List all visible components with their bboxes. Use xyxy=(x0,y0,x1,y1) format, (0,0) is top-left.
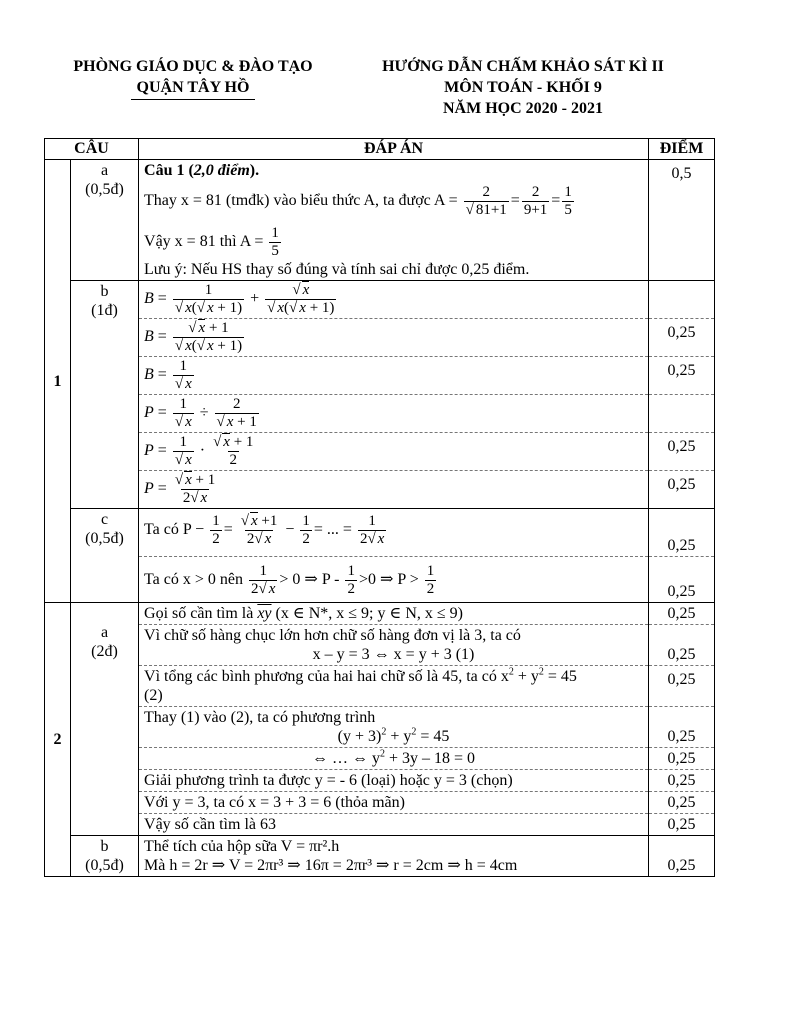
q2a-points-2: 0,25 xyxy=(649,625,715,666)
q2a-row-8 xyxy=(45,814,715,836)
q2a-points-1: 0,25 xyxy=(649,603,715,625)
q1c-row-1 xyxy=(45,509,715,557)
q1c-step-1: Ta có P − $\frac{1}{2}$ = $\frac{√ x +1}{2√ x}$ − $\frac{1}{2}$ = ... = $\frac{1}{2√ x}$ xyxy=(139,509,649,557)
q1b-points-1 xyxy=(649,281,715,319)
q2a-points-4: 0,25 xyxy=(649,707,715,748)
q1c-step-2: Ta có x > 0 nên $\frac{1}{2√ x}$ > 0 ⇒ P - $\frac{1}{2}$ >0 ⇒ P > $\frac{1}{2}$ xyxy=(139,557,649,603)
q1b-step-3: B = $\frac{1}{√ x}$ xyxy=(139,357,649,395)
q2a-step-2: Vì chữ số hàng chục lớn hơn chữ số hàng đơn vị là 3, ta có x – y = 3 ⇔ x = y + 3 (1) xyxy=(139,625,649,666)
q2a-row-3 xyxy=(45,666,715,707)
q2a-step-4: Thay (1) vào (2), ta có phương trình $(y + 3)^2 + y^2 = 45$ xyxy=(139,707,649,748)
q1c-points-1: 0,25 xyxy=(649,509,715,557)
q1a-answer: Câu 1 (2,0 điểm). Thay x = 81 (tmđk) vào biểu thức A, ta được A = $\frac{2}{√ 81+1}$ = $\frac{2}{9+1}$ = $\frac{1}{5}$ Vậy x = 81 thì A = $\frac{1}{5}$ Lưu ý: Nếu HS thay số đúng và tính sai chỉ được 0,25 điểm. xyxy=(139,160,649,281)
q1b-row-2 xyxy=(45,319,715,357)
q2a-row-4 xyxy=(45,707,715,748)
q1b-row-3 xyxy=(45,357,715,395)
q2a-row-5 xyxy=(45,748,715,770)
q1b-step-4: P = $\frac{1}{√ x}$ ÷ $\frac{2}{√ x + 1}$ xyxy=(139,395,649,433)
district-name: QUẬN TÂY HỒ xyxy=(131,77,256,100)
q2a-row-1 xyxy=(45,603,715,625)
grading-table xyxy=(44,138,715,877)
q1b-row-6 xyxy=(45,471,715,509)
q2a-row-2 xyxy=(45,625,715,666)
q2a-row-7 xyxy=(45,792,715,814)
q1b-row-1 xyxy=(45,281,715,319)
q1b-step-5: P = $\frac{1}{√ x}$ · $\frac{√ x + 1}{2}$ xyxy=(139,433,649,471)
q1b-points-6: 0,25 xyxy=(649,471,715,509)
department-name: PHÒNG GIÁO DỤC & ĐÀO TẠO xyxy=(73,58,313,75)
q2b-row xyxy=(45,836,715,877)
subject: MÔN TOÁN - KHỐI 9 xyxy=(444,79,602,96)
q2-number: 2 xyxy=(45,603,71,877)
q2b-answer: Thể tích của hộp sữa V = πr².h Mà h = 2r ⇒ V = 2πr³ ⇒ 16π = 2πr³ ⇒ r = 2cm ⇒ h = 4cm xyxy=(139,836,649,877)
q1b-label: b (1đ) xyxy=(71,281,139,509)
q1c-points-2: 0,25 xyxy=(649,557,715,603)
q1a-points: 0,5 xyxy=(649,160,715,281)
q2a-step-1: Gọi số cần tìm là $\overline{xy}$ (x ∈ N*, x ≤ 9; y ∈ N, x ≤ 9) xyxy=(139,603,649,625)
q1b-points-2: 0,25 xyxy=(649,319,715,357)
q2a-points-7: 0,25 xyxy=(649,792,715,814)
q2a-label: a (2đ) xyxy=(71,603,139,836)
q1a-label: a (0,5đ) xyxy=(71,160,139,281)
header-left xyxy=(52,56,334,100)
q2a-step-6: Giải phương trình ta được y = - 6 (loại) hoặc y = 3 (chọn) xyxy=(139,770,649,792)
col-cau: CÂU xyxy=(45,139,139,160)
q2a-step-7: Với y = 3, ta có x = 3 + 3 = 6 (thỏa mãn) xyxy=(139,792,649,814)
col-dapan: ĐÁP ÁN xyxy=(139,139,649,160)
q1b-points-5: 0,25 xyxy=(649,433,715,471)
q2a-step-5: ⇔ … ⇔ $y^2 + 3y - 18 = 0$ xyxy=(139,748,649,770)
q2a-points-5: 0,25 xyxy=(649,748,715,770)
q2b-label: b (0,5đ) xyxy=(71,836,139,877)
q1-number: 1 xyxy=(45,160,71,603)
q1b-step-2: B = $\frac{√ x + 1}{√ x(√ x + 1)}$ xyxy=(139,319,649,357)
q2a-points-8: 0,25 xyxy=(649,814,715,836)
q2a-step-3: Vì tổng các bình phương của hai hai chữ số là 45, ta có $x^2 + y^2 = 45$ (2) xyxy=(139,666,649,707)
q1b-row-4 xyxy=(45,395,715,433)
q1b-step-1: B = $\frac{1}{√ x(√ x + 1)}$ + $\frac{√ x}{√ x(√ x + 1)}$ xyxy=(139,281,649,319)
school-year: NĂM HỌC 2020 - 2021 xyxy=(443,100,603,117)
q1b-points-3: 0,25 xyxy=(649,357,715,395)
col-diem: ĐIỂM xyxy=(649,139,715,160)
q1b-row-5 xyxy=(45,433,715,471)
q1b-points-4 xyxy=(649,395,715,433)
q2a-points-3: 0,25 xyxy=(649,666,715,707)
q1c-label: c (0,5đ) xyxy=(71,509,139,603)
header-right xyxy=(348,56,698,119)
q1a-row xyxy=(45,160,715,281)
q2b-points: 0,25 xyxy=(649,836,715,877)
table-header xyxy=(45,139,715,160)
q2a-step-8: Vậy số cần tìm là 63 xyxy=(139,814,649,836)
doc-title: HƯỚNG DẪN CHẤM KHẢO SÁT KÌ II xyxy=(382,58,664,75)
q2a-points-6: 0,25 xyxy=(649,770,715,792)
q2a-row-6 xyxy=(45,770,715,792)
q1b-step-6: P = $\frac{√ x + 1}{2√ x}$ xyxy=(139,471,649,509)
q1c-row-2 xyxy=(45,557,715,603)
